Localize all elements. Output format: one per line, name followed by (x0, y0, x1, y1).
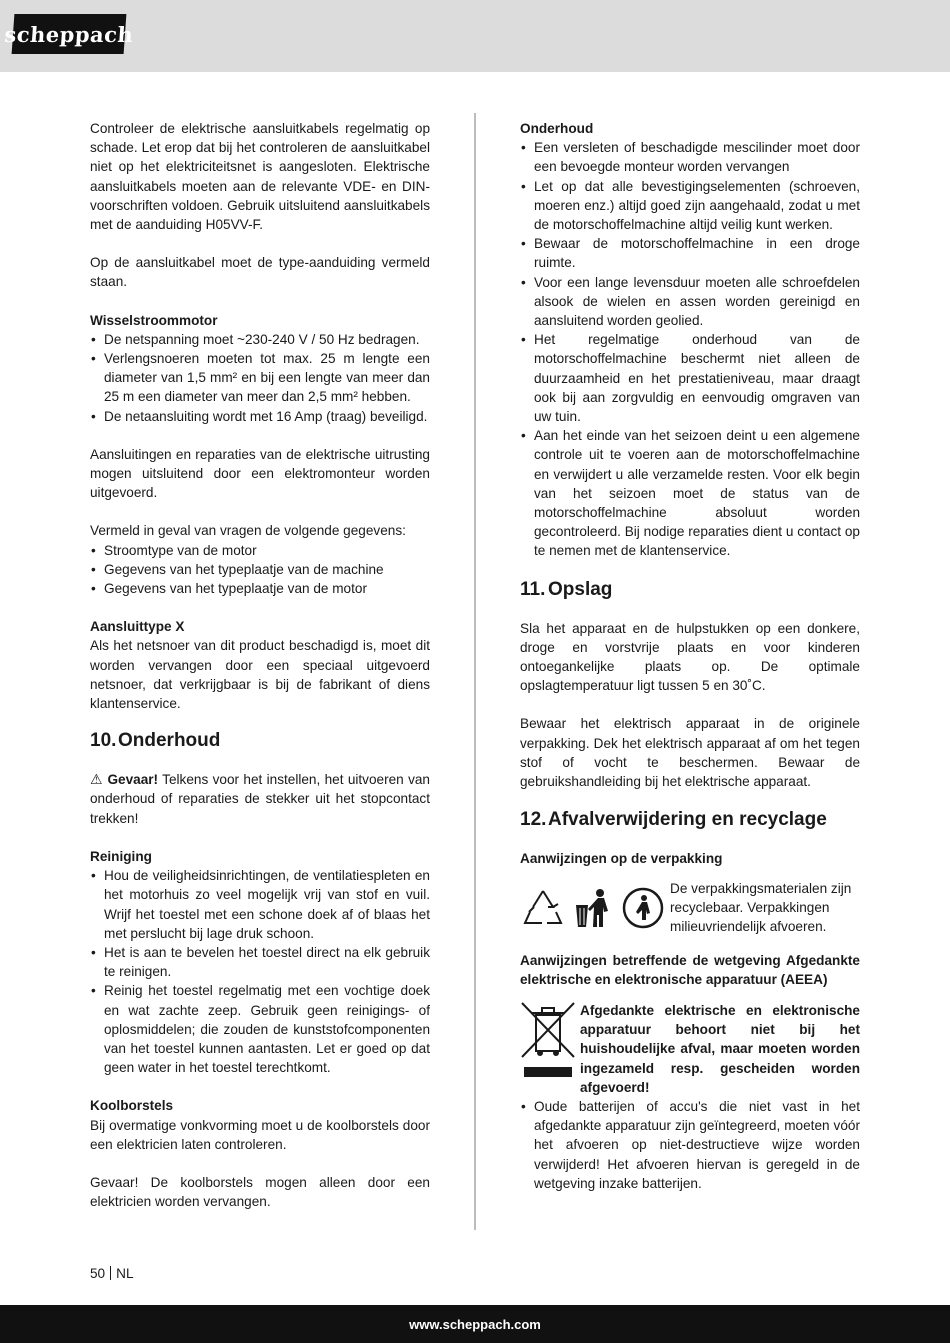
website-link[interactable]: www.scheppach.com (409, 1316, 541, 1332)
repairs-paragraph: Aansluitingen en reparaties van de elektrische uitrusting mogen uitsluitend door een elektromonteur worden uitgevoerd. (90, 446, 430, 501)
brushes-heading: Koolborstels (90, 1098, 174, 1114)
footer-bar (0, 1305, 950, 1343)
list-item: • Hou de veiligheidsinrichtingen, de ventilatiespleten en het motorhuis zo veel mogelijk vrij van stof en vuil. Wrijf het toestel met een schone doek af of blaas het met perslucht bij lage druk schoon. (90, 866, 430, 943)
motor-list (90, 330, 430, 426)
packaging-row (520, 879, 860, 937)
page-footer-number (90, 1266, 134, 1281)
recycling-man-icon (620, 885, 666, 931)
warning-icon: ⚠ (90, 771, 104, 788)
warning-label: Gevaar! (107, 772, 159, 788)
list-item: • Gegevens van het typeplaatje van de machine (90, 560, 430, 579)
list-item: • Oude batterijen of accu's die niet vast in het afgedankte apparatuur zijn geïntegreerd, moeten vóór het afvoeren op niet-destructieve wijze worden verwijderd! Het afvoeren hiervan is geregeld in de wetgeving inzake batterijen. (520, 1097, 860, 1193)
column-divider (474, 113, 476, 1230)
recycle-icon (520, 885, 566, 931)
list-item: • Stroomtype van de motor (90, 541, 430, 560)
list-item: • De netaansluiting wordt met 16 Amp (traag) beveiligd. (90, 407, 430, 426)
storage-paragraph-1: Sla het apparaat en de hulpstukken op een donkere, droge en vorstvrije plaats en voor kinderen ontoegankelijke plaats op. De optimale opslagtemperatuur ligt tussen 5 en 30˚C. (520, 620, 860, 694)
section-number: 11. (520, 578, 546, 600)
section-label: Onderhoud (118, 730, 221, 752)
packaging-heading: Aanwijzingen op de verpakking (520, 851, 723, 867)
weee-row (520, 1001, 860, 1097)
list-item: • Een versleten of beschadigde mescilinder moet door een bevoegde monteur worden vervangen (520, 138, 860, 176)
aeea-warning: Afgedankte elektrische en elektronische apparatuur behoort niet bij het huishoudelijke afval, maar moeten worden ingezameld resp. gescheiden worden afgevoerd! (580, 1002, 860, 1095)
data-list (90, 541, 430, 599)
list-item: • Gegevens van het typeplaatje van de motor (90, 579, 430, 598)
section-number: 10. (90, 730, 117, 752)
tidyman-icon (570, 885, 616, 931)
recycling-icons (520, 879, 670, 937)
type-designation-paragraph: Op de aansluitkabel moet de type-aanduiding vermeld staan. (90, 255, 430, 290)
list-item: • De netspanning moet ~230-240 V / 50 Hz bedragen. (90, 330, 430, 349)
section-label: Opslag (548, 578, 613, 600)
cleaning-list (90, 866, 430, 1077)
section-10-title (90, 729, 430, 753)
left-column (90, 119, 430, 1211)
questions-paragraph: Vermeld in geval van vragen de volgende gegevens: (90, 523, 406, 539)
list-item: • Voor een lange levensduur moeten alle schroefdelen alsook de wielen en assen worden gereinigd en aansluitend worden geolied. (520, 273, 860, 331)
connection-type-paragraph: Als het netsnoer van dit product beschadigd is, moet dit worden vervangen door een speciaal uitgevoerd netsnoer, dat verkrijgbaar is bij de fabrikant of diens klantenservice. (90, 638, 430, 712)
brushes-paragraph: Bij overmatige vonkvorming moet u de koolborstels door een elektricien laten controleren. (90, 1117, 430, 1152)
header-bar (0, 0, 950, 72)
list-item: • Bewaar de motorschoffelmachine in een droge ruimte. (520, 234, 860, 272)
section-label: Afvalverwijdering en recyclage (548, 809, 827, 831)
page-number: 50 (90, 1266, 106, 1281)
scheppach-logo: scheppach (12, 14, 127, 54)
connection-type-heading: Aansluittype X (90, 619, 185, 635)
section-11-title (520, 578, 860, 602)
section-number: 12. (520, 809, 547, 831)
list-item: • Verlengsnoeren moeten tot max. 25 m lengte een diameter van 1,5 mm² en bij een lengte van meer dan 25 m een diameter van meer dan 2,5 mm² hebben. (90, 349, 430, 407)
list-item: • Aan het einde van het seizoen deint u een algemene controle uit te voeren aan de motorschoffelmachine en verwijdert u alle verzamelde resten. Voor elk begin van het seizoen moet de status van de motorschoffelmachine absoluut worden gecontroleerd. Bij nodige reparaties dient u contact op te nemen met de klantenservice. (520, 426, 860, 560)
section-12-title (520, 808, 860, 832)
battery-list (520, 1097, 860, 1193)
cleaning-heading: Reiniging (90, 848, 152, 864)
crossed-bin-icon (520, 1001, 578, 1086)
motor-heading: Wisselstroommotor (90, 312, 218, 328)
list-item: • Let op dat alle bevestigingselementen (schroeven, moeren enz.) altijd goed zijn aangehaald, zodat u met de motorschoffelmachine altijd veilig kunt werken. (520, 177, 860, 235)
list-item: • Het regelmatige onderhoud van de motorschoffelmachine beschermt niet alleen de duurzaamheid en het prestatieniveau, maar draagt ook bij aan zorgvuldig en eenvoudig omgraven van uw tuin. (520, 330, 860, 426)
maintenance-heading: Onderhoud (520, 121, 594, 136)
warning-paragraph (90, 770, 430, 828)
brushes-warning-paragraph: Gevaar! De koolborstels mogen alleen door een elektricien worden vervangen. (90, 1174, 430, 1210)
warning-text: Telkens voor het instellen, het uitvoeren van onderhoud of reparaties de stekker uit het stopcontact trekken! (90, 772, 430, 826)
list-item: • Reinig het toestel regelmatig met een vochtige doek en wat zachte zeep. Gebruik geen reinigings- of oplosmiddelen; die zouden de kunststofcomponenten van het toestel kunnen aantasten. Let er goed op dat geen water in het toestel terechtkomt. (90, 981, 430, 1077)
packaging-text: De verpakkingsmaterialen zijn recyclebaar. Verpakkingen milieuvriendelijk afvoeren. (670, 880, 852, 934)
aeea-heading: Aanwijzingen betreffende de wetgeving Afgedankte elektrische en elektronische apparatuur (AEEA) (520, 952, 860, 987)
right-column (520, 119, 860, 1193)
maintenance-list (520, 138, 860, 560)
list-item: • Het is aan te bevelen het toestel direct na elk gebruik te reinigen. (90, 943, 430, 981)
storage-paragraph-2: Bewaar het elektrisch apparaat in de originele verpakking. Dek het elektrisch apparaat af om het tegen stof of vocht te beschermen. Bewaar de gebruikshandleiding bij het elektrische apparaat. (520, 716, 860, 790)
cable-check-paragraph: Controleer de elektrische aansluitkabels regelmatig op schade. Let erop dat bij het controleren de aansluitkabel niet op het elektriciteitsnet is aangesloten. Elektrische aansluitkabels moeten aan de relevante VDE- en DIN-voorschriften voldoen. Gebruik uitsluitend aansluitkabels met de aanduiding H05VV-F. (90, 121, 430, 233)
language-code: NL (116, 1266, 134, 1281)
